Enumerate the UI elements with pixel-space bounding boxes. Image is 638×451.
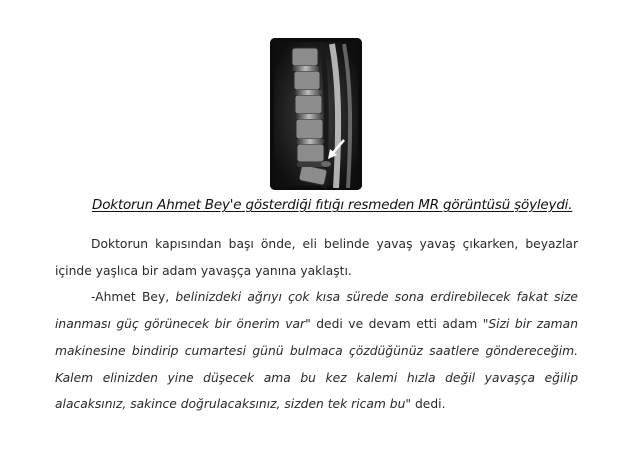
paragraph-2-middle: " dedi ve devam etti adam " (305, 317, 489, 332)
paragraph-2-quote-1: belinizdeki ağrıyı çok kısa sürede sona erdirebilecek fakat size inanması güç görünecek bir önerim var (55, 290, 578, 332)
paragraph-1: Doktorun kapısından başı önde, eli belinde yavaş yavaş çıkarken, beyazlar içinde yaşlıca bir adam yavaşça yanına yaklaştı. (55, 237, 578, 278)
mri-image (270, 38, 362, 190)
paragraph-2-end: " dedi. (405, 397, 446, 412)
figure-caption: Doktorun Ahmet Bey'e gösterdiği fıtığı resmeden MR görüntüsü şöyleydi. (92, 197, 573, 213)
paragraph-2-intro: -Ahmet Bey, (91, 290, 176, 305)
paragraph-2 (55, 284, 578, 418)
paragraph-2-quote-2: Sizi bir zaman makinesine bindirip cumartesi günü bulmaca çözdüğünüz saatlere göndereceğim. Kalem elinizden yine düşecek ama bu kez kalemi hızla değil yavaşça eğilip alacaksınız, sakince doğrulacaksınız, sizden tek ricam bu (55, 317, 578, 412)
mri-scan-graphic (270, 38, 362, 190)
body-text (55, 231, 578, 418)
